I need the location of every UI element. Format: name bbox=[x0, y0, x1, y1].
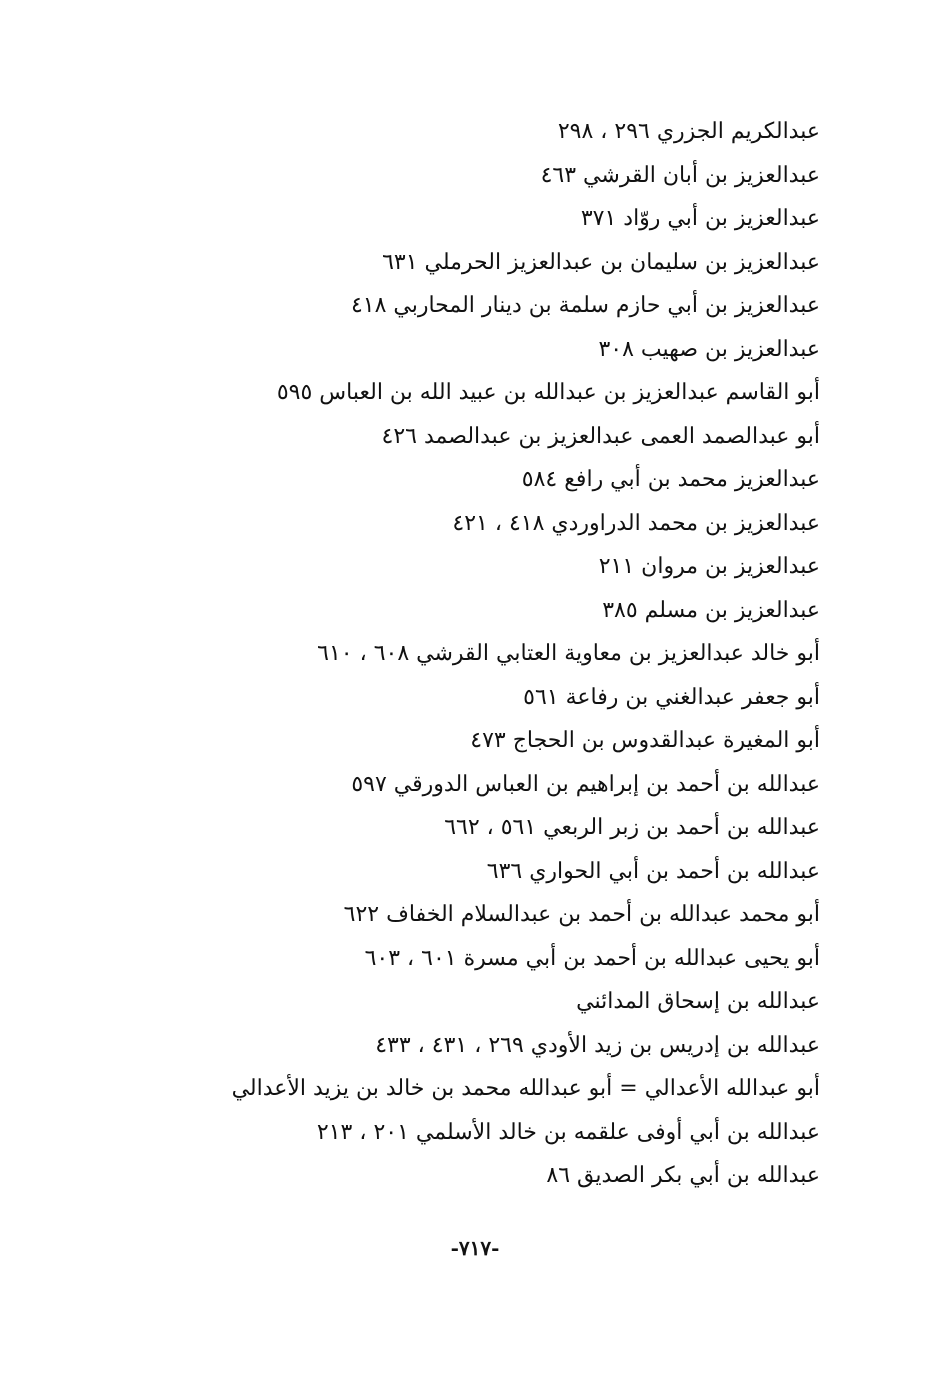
index-entry: عبدالله بن أبي أوفى علقمه بن خالد الأسلمي ٢٠١ ، ٢١٣ bbox=[316, 1119, 820, 1145]
index-entry: عبدالعزيز بن سليمان بن عبدالعزيز الحرملي ٦٣١ bbox=[382, 249, 820, 275]
index-entry: أبو المغيرة عبدالقدوس بن الحجاج ٤٧٣ bbox=[470, 728, 820, 753]
index-entry: عبدالله بن إسحاق المدائني bbox=[576, 989, 820, 1014]
index-entry: عبدالله بن إدريس بن زيد الأودي ٢٦٩ ، ٤٣١ ، ٤٣٣ bbox=[375, 1032, 820, 1058]
index-entry-list bbox=[200, 110, 820, 1198]
index-entry: أبو جعفر عبدالغني بن رفاعة ٥٦١ bbox=[523, 684, 820, 710]
page-number: -٧١٧- bbox=[450, 1236, 500, 1260]
index-entry: عبدالعزيز بن مسلم ٣٨٥ bbox=[602, 597, 820, 623]
index-entry: أبو عبدالله الأعدالي = أبو عبدالله محمد بن خالد بن يزيد الأعدالي bbox=[231, 1076, 820, 1101]
index-entry: عبدالعزيز بن أبان القرشي ٤٦٣ bbox=[540, 162, 820, 188]
index-entry: أبو يحيى عبدالله بن أحمد بن أبي مسرة ٦٠١ ، ٦٠٣ bbox=[364, 945, 820, 971]
index-entry: أبو خالد عبدالعزيز بن معاوية العتابي القرشي ٦٠٨ ، ٦١٠ bbox=[317, 641, 820, 666]
index-entry: عبدالله بن أحمد بن إبراهيم بن العباس الدورقي ٥٩٧ bbox=[351, 771, 820, 797]
index-entry: أبو القاسم عبدالعزيز بن عبدالله بن عبيد الله بن العباس ٥٩٥ bbox=[276, 380, 820, 405]
index-entry: أبو محمد عبدالله بن أحمد بن عبدالسلام الخفاف ٦٢٢ bbox=[343, 902, 820, 927]
index-entry: عبدالعزيز بن أبي روّاد ٣٧١ bbox=[580, 206, 820, 231]
index-entry: أبو عبدالصمد العمى عبدالعزيز بن عبدالصمد ٤٢٦ bbox=[381, 423, 820, 449]
index-entry: عبدالعزيز محمد بن أبي رافع ٥٨٤ bbox=[521, 467, 820, 492]
index-entry: عبدالكريم الجزري ٢٩٦ ، ٢٩٨ bbox=[557, 119, 820, 144]
index-entry: عبدالله بن أحمد بن زبر الربعي ٥٦١ ، ٦٦٢ bbox=[444, 815, 820, 840]
index-entry: عبدالعزيز بن مروان ٢١١ bbox=[598, 554, 820, 579]
index-entry: عبدالعزيز بن أبي حازم سلمة بن دينار المحاربي ٤١٨ bbox=[350, 293, 820, 318]
index-entry: عبدالله بن أحمد بن أبي الحواري ٦٣٦ bbox=[486, 858, 820, 884]
index-entry: عبدالله بن أبي بكر الصديق ٨٦ bbox=[546, 1163, 820, 1188]
index-entry: عبدالعزيز بن صهيب ٣٠٨ bbox=[598, 336, 820, 362]
index-entry: عبدالعزيز بن محمد الدراوردي ٤١٨ ، ٤٢١ bbox=[452, 510, 820, 536]
